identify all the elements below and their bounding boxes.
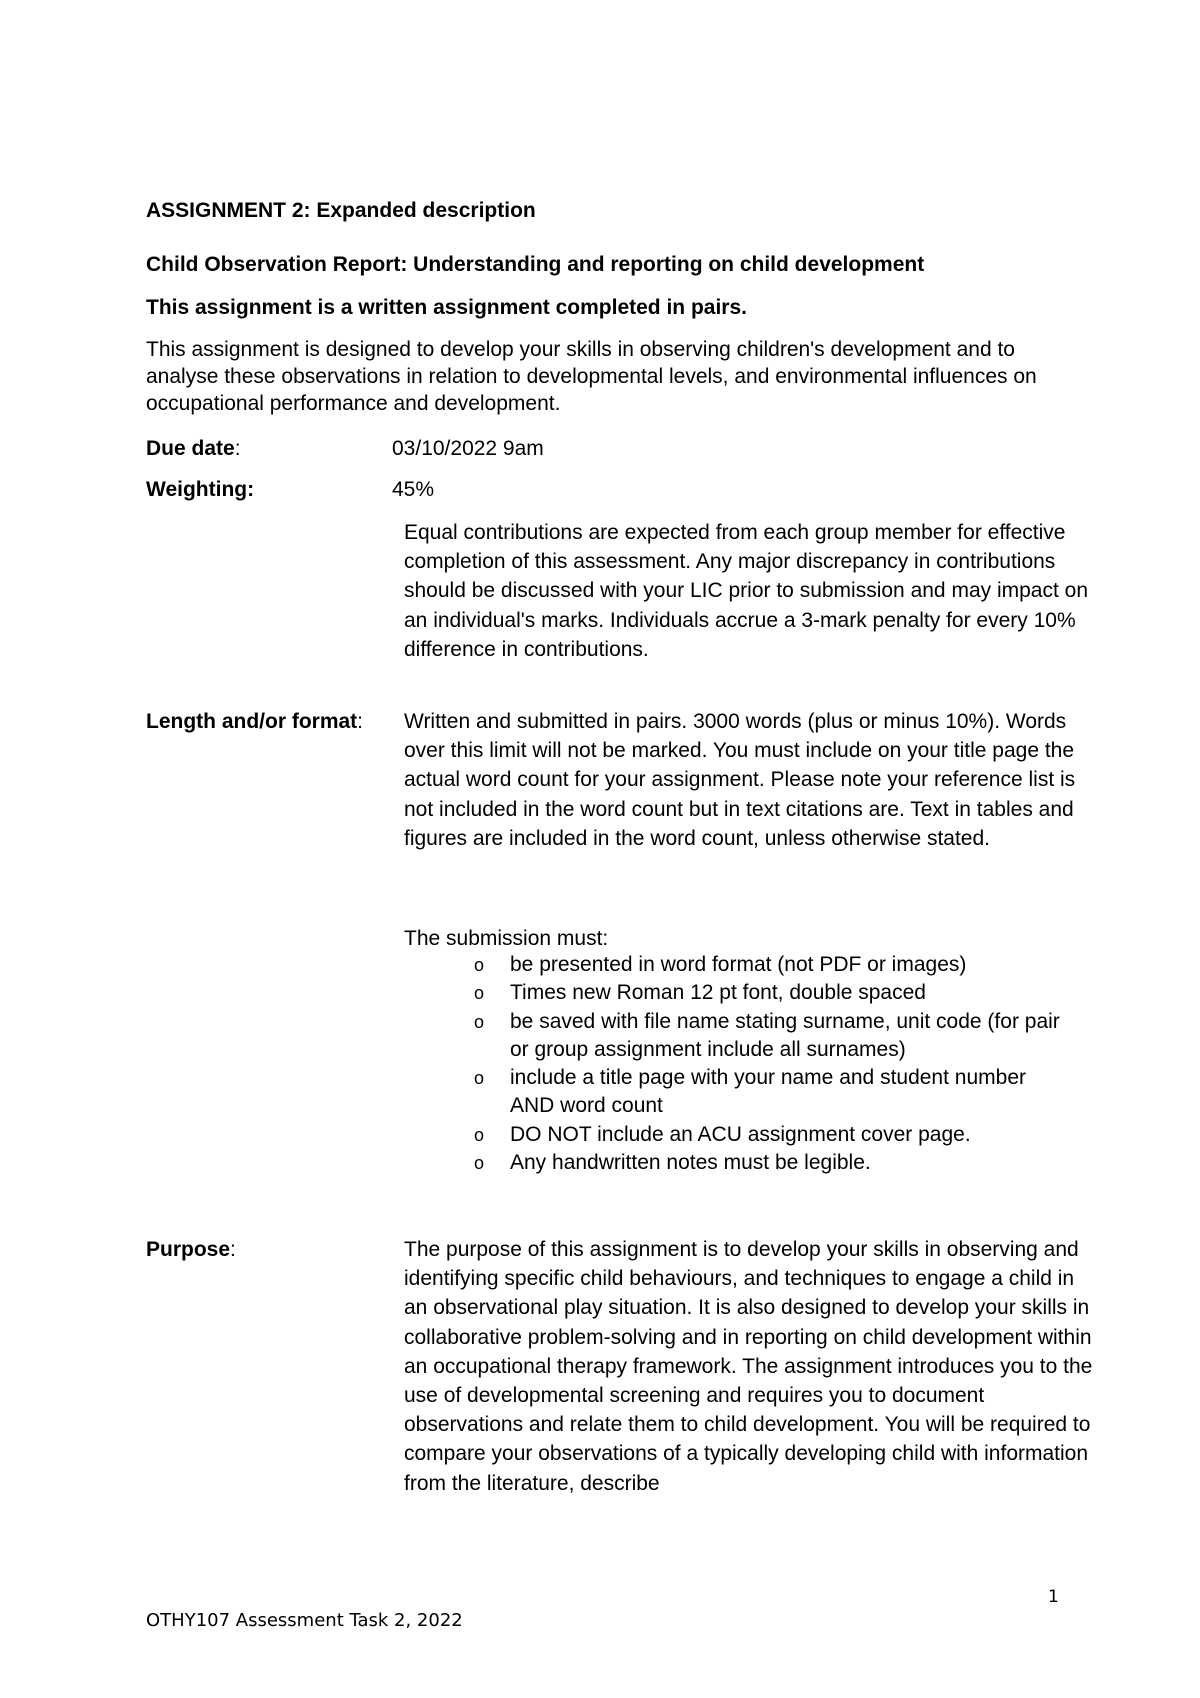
bullet-icon: o	[474, 1153, 485, 1174]
length-format-text	[404, 707, 1094, 853]
assignment-title: ASSIGNMENT 2: Expanded description	[146, 199, 536, 222]
due-date-label-text: Due date	[146, 437, 235, 460]
requirement-text: be saved with file name stating surname, unit code (for pair or group assignment include all surnames)	[510, 1009, 1060, 1061]
list-item	[474, 1008, 1074, 1065]
bullet-icon: o	[474, 1068, 485, 1089]
list-item	[474, 1064, 1074, 1121]
list-item	[474, 1149, 1074, 1177]
weighting-label	[146, 475, 254, 504]
requirement-text: Any handwritten notes must be legible.	[510, 1151, 871, 1175]
pairs-note: This assignment is a written assignment completed in pairs.	[146, 296, 747, 319]
requirement-text: be presented in word format (not PDF or images)	[510, 953, 967, 976]
purpose-label	[146, 1235, 236, 1264]
requirement-text: DO NOT include an ACU assignment cover page.	[510, 1122, 971, 1146]
length-format-label	[146, 707, 363, 736]
weighting-label-text: Weighting:	[146, 478, 255, 501]
bullet-icon: o	[474, 1124, 485, 1145]
bullet-icon: o	[474, 1011, 485, 1032]
report-subtitle: Child Observation Report: Understanding and reporting on child development	[146, 253, 925, 276]
requirement-text: include a title page with your name and student number AND word count	[510, 1066, 1026, 1118]
purpose-text	[404, 1235, 1094, 1498]
length-format-label-text: Length and/or format	[146, 710, 358, 733]
list-item	[474, 979, 1074, 1007]
due-date-label-colon: :	[234, 437, 241, 460]
purpose-paragraph: The purpose of this assignment is to develop your skills in observing and identifying specific child behaviours, and techniques to engage a child in an observational play situation. It is also designed to develop your skills in collaborative problem-solving and in reporting on child development within an occupational therapy framework. The assignment introduces you to the use of developmental screening and requires you to document observations and relate them to child development. You will be required to compare your observations of a typically developing child with information from the literature, describe	[404, 1238, 1093, 1495]
submission-requirements-list	[474, 951, 1074, 1177]
bullet-icon: o	[474, 955, 485, 975]
page-footer: OTHY107 Assessment Task 2, 2022	[146, 1610, 463, 1631]
bullet-icon: o	[474, 983, 485, 1004]
length-format-paragraph: Written and submitted in pairs. 3000 words (plus or minus 10%). Words over this limit will not be marked. You must include on your title page the actual word count for your assignment. Please note your reference list is not included in the word count but in text citations are. Text in tables and figures are included in the word count, unless otherwise stated.	[404, 710, 1076, 850]
submission-intro	[404, 924, 1094, 953]
purpose-label-text: Purpose	[146, 1238, 231, 1261]
requirement-text: Times new Roman 12 pt font, double spaced	[510, 981, 926, 1005]
page-number: 1	[1048, 1587, 1059, 1607]
list-item	[474, 1121, 1074, 1149]
purpose-label-colon: :	[230, 1238, 236, 1261]
list-item	[474, 951, 1074, 979]
weighting-value: 45%	[392, 478, 435, 501]
intro-paragraph: This assignment is designed to develop your skills in observing children's development and to analyse these observations in relation to developmental levels, and environmental influences on occupational performance and development.	[146, 338, 1037, 415]
length-format-label-colon: :	[357, 710, 364, 733]
due-date-label	[146, 434, 241, 463]
due-date-value: 03/10/2022 9am	[392, 437, 544, 460]
weighting-note-text: Equal contributions are expected from each group member for effective completion of this assessment. Any major discrepancy in contributions should be discussed with your LIC prior to submission and may impact on an individual's marks. Individuals accrue a 3-mark penalty for every 10% difference in contributions.	[404, 521, 1088, 661]
weighting-note	[404, 518, 1094, 664]
submission-intro-text: The submission must:	[404, 927, 609, 950]
